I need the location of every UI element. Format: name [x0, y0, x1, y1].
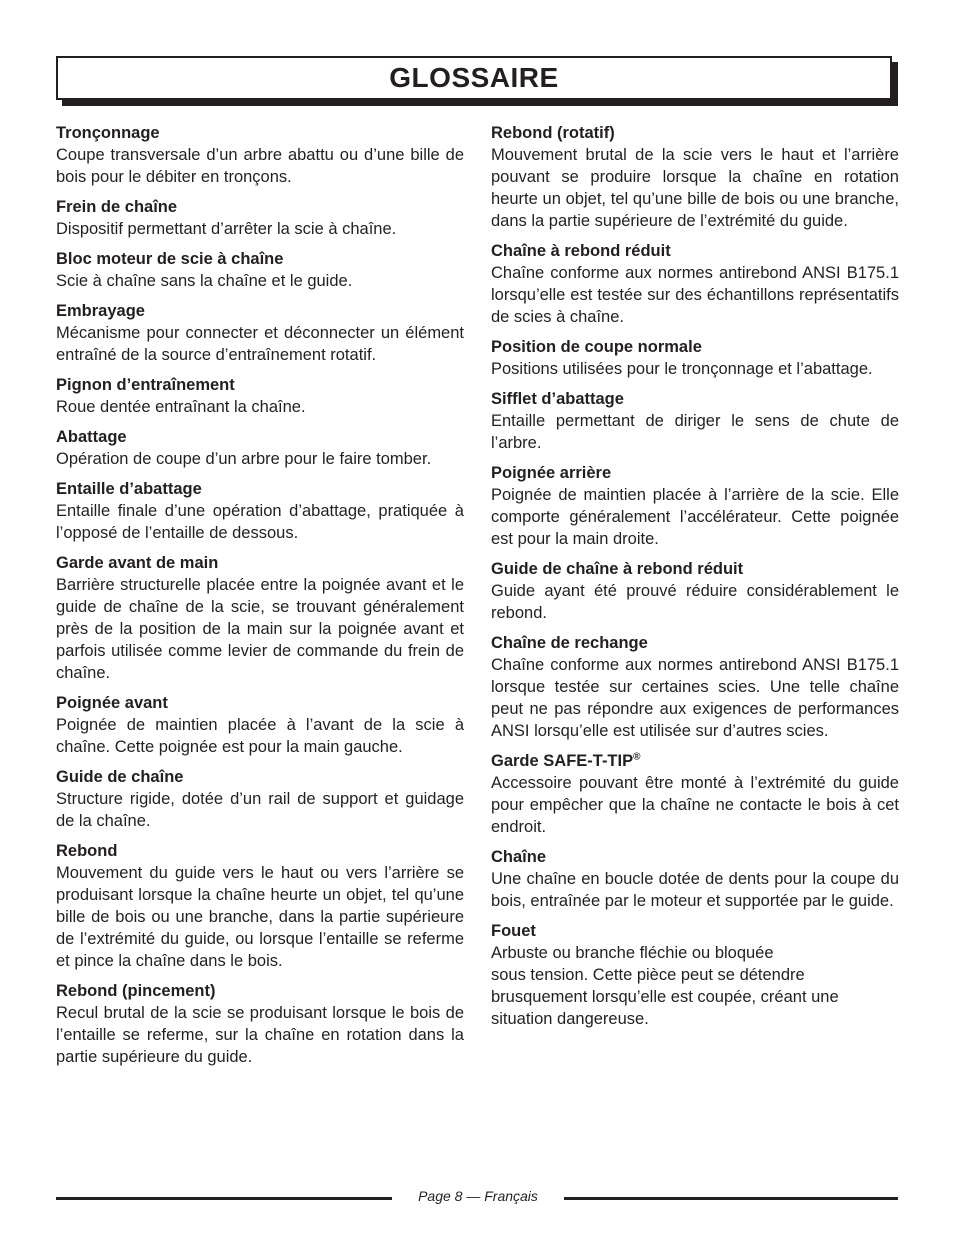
glossary-definition: Accessoire pouvant être monté à l’extrémité du guide pour empêcher que la chaîne ne contacte le bois à cet endroit.	[491, 774, 899, 836]
glossary-term	[491, 846, 899, 868]
page-title-box	[56, 56, 892, 100]
glossary-term-text: Bloc moteur de scie à chaîne	[56, 250, 284, 268]
glossary-entry	[491, 336, 899, 380]
glossary-entry	[491, 122, 899, 232]
definition-line: brusquement lorsqu’elle est coupée, créant une	[491, 988, 839, 1006]
glossary-definition: Entaille permettant de diriger le sens de chute de l’arbre.	[491, 412, 899, 452]
glossary-entry	[491, 846, 899, 912]
glossary-term-text: Embrayage	[56, 302, 145, 320]
glossary-term-text: Abattage	[56, 428, 127, 446]
glossary-term	[491, 336, 899, 358]
glossary-entry	[56, 478, 464, 544]
glossary-entry	[56, 766, 464, 832]
glossary-definition: Mécanisme pour connecter et déconnecter un élément entraîné de la source d’entraînement rotatif.	[56, 324, 464, 364]
glossary-term	[56, 980, 464, 1002]
footer-rule-left	[56, 1197, 392, 1200]
glossary-definition: Barrière structurelle placée entre la poignée avant et le guide de chaîne de la scie, se trouvant généralement près de la position de la main sur la poignée avant et parfois utilisée comme levier de commande du frein de chaîne.	[56, 576, 464, 682]
definition-line: Arbuste ou branche fléchie ou bloquée	[491, 944, 774, 962]
glossary-definition: Chaîne conforme aux normes antirebond ANSI B175.1 lorsqu’elle est testée sur des échantillons représentatifs de scies à chaîne.	[491, 264, 899, 326]
footer-rule-right	[564, 1197, 898, 1200]
glossary-term-text: Frein de chaîne	[56, 198, 178, 216]
glossary-term-text: Garde SAFE-T-TIP	[491, 752, 634, 770]
glossary-definition: Recul brutal de la scie se produisant lorsque le bois de l’entaille se referme, sur la chaîne en rotation dans la partie supérieure du guide.	[56, 1004, 464, 1066]
glossary-definition: Entaille finale d’une opération d’abattage, pratiquée à l’opposé de l’entaille de dessous.	[56, 502, 464, 542]
glossary-entry	[56, 840, 464, 972]
glossary-right-column	[491, 122, 899, 1038]
glossary-definition: Coupe transversale d’un arbre abattu ou d’une bille de bois pour le débiter en tronçons.	[56, 146, 464, 186]
glossary-left-column	[56, 122, 464, 1076]
glossary-term-text: Guide de chaîne	[56, 768, 184, 786]
glossary-definition: Dispositif permettant d’arrêter la scie à chaîne.	[56, 220, 397, 238]
glossary-definition: Poignée de maintien placée à l’arrière de la scie. Elle comporte généralement l’accélérateur. Cette poignée est pour la main droite.	[491, 486, 899, 548]
glossary-term	[56, 692, 464, 714]
glossary-definition: Poignée de maintien placée à l’avant de la scie à chaîne. Cette poignée est pour la main gauche.	[56, 716, 464, 756]
glossary-term-text: Rebond	[56, 842, 118, 860]
glossary-term	[56, 300, 464, 322]
glossary-term	[56, 766, 464, 788]
glossary-term	[56, 840, 464, 862]
glossary-term-text: Entaille d’abattage	[56, 480, 202, 498]
glossary-term-text: Chaîne de rechange	[491, 634, 648, 652]
glossary-definition: Mouvement du guide vers le haut ou vers l’arrière se produisant lorsque la chaîne heurte un objet, tel qu’une bille de bois ou une branche, dans la partie supérieure de l’extrémité du guide, ou lorsque l’entaille se referme et pince la chaîne dans le bois.	[56, 864, 464, 970]
glossary-term-text: Poignée arrière	[491, 464, 612, 482]
glossary-term-text: Chaîne	[491, 848, 547, 866]
glossary-term	[56, 248, 464, 270]
glossary-definition: Opération de coupe d’un arbre pour le faire tomber.	[56, 450, 432, 468]
glossary-entry	[491, 920, 899, 1030]
definition-line: sous tension. Cette pièce peut se détendre	[491, 966, 805, 984]
glossary-term	[491, 388, 899, 410]
glossary-definition: Mouvement brutal de la scie vers le haut et l’arrière pouvant se produire lorsque la chaîne en rotation heurte un objet, tel qu’une bille de bois ou une branche, dans la partie supérieure de l’extrémité du guide.	[491, 146, 899, 230]
glossary-term	[491, 558, 899, 580]
glossary-term-text: Sifflet d’abattage	[491, 390, 624, 408]
glossary-definition	[491, 942, 899, 1030]
glossary-term	[491, 240, 899, 262]
glossary-entry	[491, 632, 899, 742]
glossary-term-text: Chaîne à rebond réduit	[491, 242, 671, 260]
glossary-term	[56, 374, 464, 396]
glossary-definition: Scie à chaîne sans la chaîne et le guide.	[56, 272, 353, 290]
glossary-entry	[491, 462, 899, 550]
glossary-entry	[56, 552, 464, 684]
glossary-definition: Une chaîne en boucle dotée de dents pour la coupe du bois, entraînée par le moteur et supportée par le guide.	[491, 870, 899, 910]
glossary-term	[56, 196, 464, 218]
glossary-term-text: Position de coupe normale	[491, 338, 702, 356]
definition-line: situation dangereuse.	[491, 1010, 649, 1028]
glossary-term	[56, 552, 464, 574]
glossary-definition: Positions utilisées pour le tronçonnage et l’abattage.	[491, 360, 873, 378]
glossary-definition: Structure rigide, dotée d’un rail de support et guidage de la chaîne.	[56, 790, 464, 830]
glossary-entry	[56, 692, 464, 758]
glossary-term-text: Garde avant de main	[56, 554, 219, 572]
glossary-term	[491, 750, 899, 772]
glossary-term	[491, 122, 899, 144]
glossary-term	[56, 122, 464, 144]
glossary-term	[56, 478, 464, 500]
glossary-term-text: Rebond (pincement)	[56, 982, 216, 1000]
glossary-entry	[56, 248, 464, 292]
glossary-entry	[491, 388, 899, 454]
glossary-term	[56, 426, 464, 448]
glossary-term-text: Poignée avant	[56, 694, 168, 712]
glossary-definition: Chaîne conforme aux normes antirebond ANSI B175.1 lorsque testée sur certaines scies. Une telle chaîne peut ne pas répondre aux exigences de performances ANSI lorsqu’elle est utilisée sur d’autres scies.	[491, 656, 899, 740]
glossary-term-text: Pignon d’entraînement	[56, 376, 235, 394]
glossary-entry	[491, 240, 899, 328]
registered-mark: ®	[633, 751, 641, 763]
glossary-term-text: Guide de chaîne à rebond réduit	[491, 560, 744, 578]
glossary-entry	[56, 980, 464, 1068]
glossary-entry	[56, 426, 464, 470]
glossary-entry	[56, 300, 464, 366]
glossary-definition: Guide ayant été prouvé réduire considérablement le rebond.	[491, 582, 899, 622]
glossary-entry	[56, 374, 464, 418]
glossary-term-text: Rebond (rotatif)	[491, 124, 615, 142]
glossary-term-text: Tronçonnage	[56, 124, 160, 142]
glossary-entry	[491, 558, 899, 624]
glossary-entry	[56, 122, 464, 188]
glossary-term	[491, 632, 899, 654]
glossary-term	[491, 920, 899, 942]
page-footer: Page 8 — Français	[418, 1188, 538, 1204]
page-title: GLOSSAIRE	[389, 62, 559, 93]
glossary-entry	[56, 196, 464, 240]
glossary-definition: Roue dentée entraînant la chaîne.	[56, 398, 306, 416]
glossary-term	[491, 462, 899, 484]
glossary-entry	[491, 750, 899, 838]
glossary-term-text: Fouet	[491, 922, 536, 940]
